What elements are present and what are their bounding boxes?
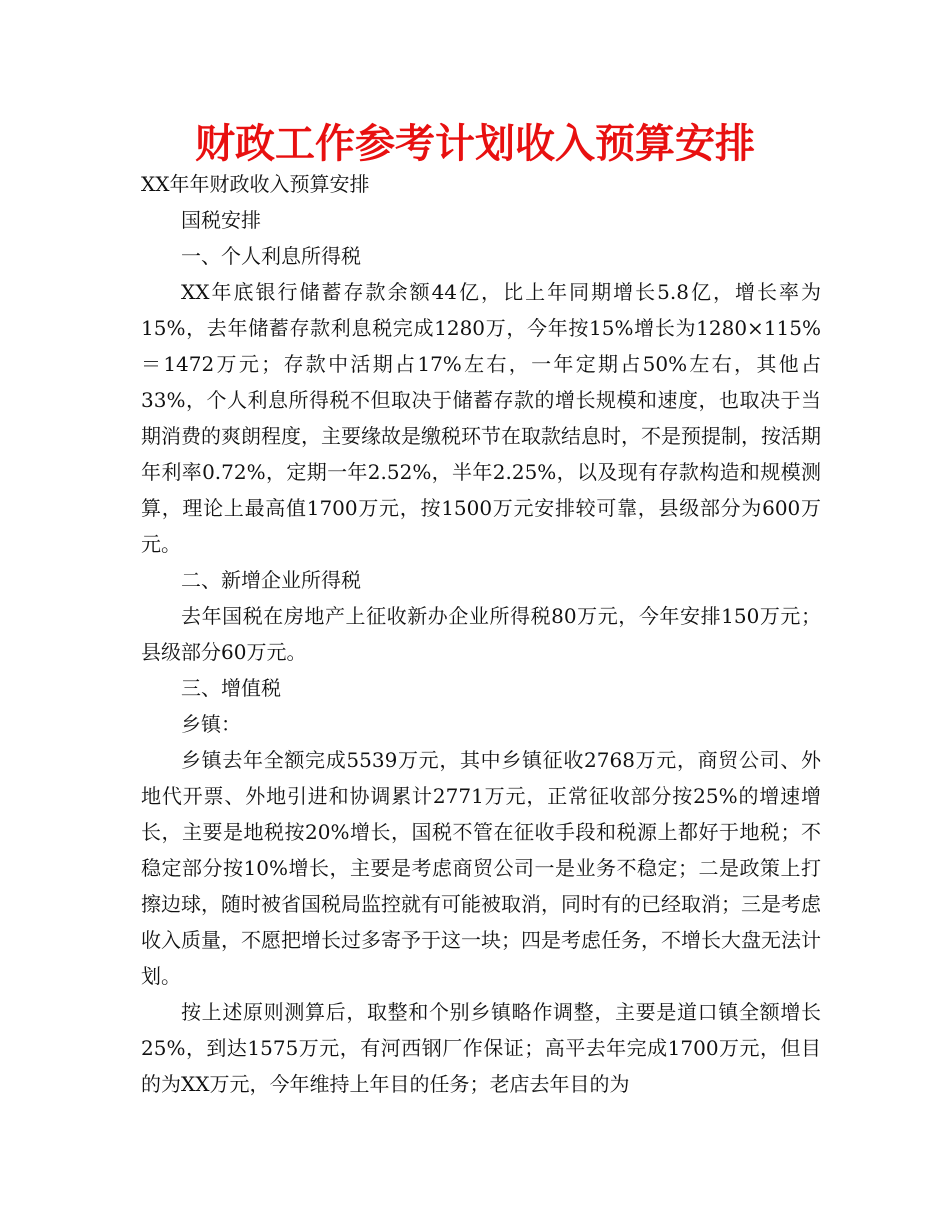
document-title: 财政工作参考计划收入预算安排 bbox=[195, 121, 755, 167]
document-subtitle: XX年年财政收入预算安排 bbox=[141, 172, 370, 196]
section-heading-guoshui: 国税安排 bbox=[181, 208, 261, 232]
paragraph-new-enterprise-income-tax: 去年国税在房地产上征收新办企业所得税80万元，今年安排150万元；县级部分60万元。 bbox=[141, 604, 821, 664]
paragraph-personal-interest-tax: XX年底银行储蓄存款余额44亿，比上年同期增长5.8亿，增长率为15%，去年储蓄存款利息税完成1280万，今年按15%增长为1280×115%＝1472万元；存款中活期占17%左右，一年定期占50%左右，其他占33%，个人利息所得税不但取决于储蓄存款的增长规模和速度，也取决于当期消费的爽朗程度，主要缘故是缴税环节在取款结息时，不是预提制，按活期年利率0.72%，定期一年2.52%，半年2.25%，以及现有存款构造和规模测算，理论上最高值1700万元，按1500万元安排较可靠，县级部分为600万元。 bbox=[141, 280, 821, 556]
heading-value-added-tax: 三、增值税 bbox=[181, 676, 281, 700]
document-body bbox=[141, 166, 821, 1102]
heading-personal-interest-tax: 一、个人利息所得税 bbox=[181, 244, 361, 268]
paragraph-calculation-adjustment: 按上述原则测算后，取整和个别乡镇略作调整，主要是道口镇全额增长25%，到达1575万元，有河西钢厂作保证；高平去年完成1700万元，但目的为XX万元，今年维持上年目的任务；老店去年目的为 bbox=[141, 1000, 821, 1096]
heading-new-enterprise-income-tax: 二、新增企业所得税 bbox=[181, 568, 361, 592]
subheading-township: 乡镇： bbox=[181, 712, 241, 736]
paragraph-township-vat: 乡镇去年全额完成5539万元，其中乡镇征收2768万元，商贸公司、外地代开票、外地引进和协调累计2771万元，正常征收部分按25%的增速增长，主要是地税按20%增长，国税不管在征收手段和税源上都好于地税；不稳定部分按10%增长，主要是考虑商贸公司一是业务不稳定；二是政策上打擦边球，随时被省国税局监控就有可能被取消，同时有的已经取消；三是考虑收入质量，不愿把增长过多寄予于这一块；四是考虑任务，不增长大盘无法计划。 bbox=[141, 748, 821, 988]
